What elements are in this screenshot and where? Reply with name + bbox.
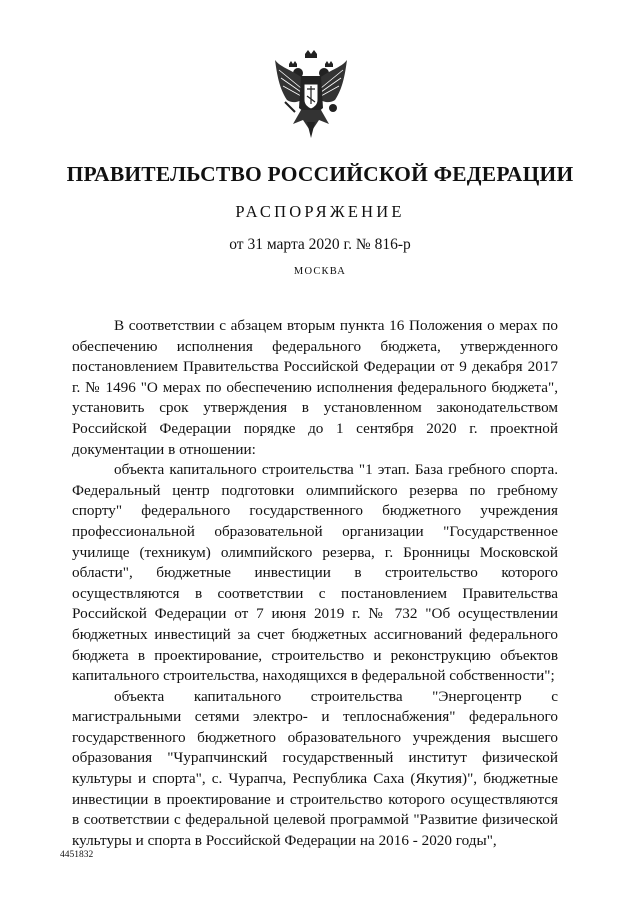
- issuing-authority: ПРАВИТЕЛЬСТВО РОССИЙСКОЙ ФЕДЕРАЦИИ: [66, 162, 574, 186]
- document-type: РАСПОРЯЖЕНИЕ: [235, 202, 405, 221]
- document-code: 4451832: [60, 850, 94, 860]
- body-paragraph-1: В соответствии с абзацем вторым пункта 16 Положения о мерах по обеспечению исполнения федерального бюджета, утвержденного постановлением Правительства Российской Федерации от 9 декабря 2017 г. № 1496 "О мерах по обеспечению исполнения федерального бюджета", установить срок утверждения в установленном законодательством Российской Федерации порядке до 1 сентября 2020 г. проектной документации в отношении:: [72, 317, 558, 458]
- issuing-city: МОСКВА: [293, 266, 347, 277]
- document-date-number: от 31 марта 2020 г. № 816-р: [229, 236, 411, 253]
- coat-of-arms-icon: [271, 48, 351, 140]
- body-paragraph-2: объекта капитального строительства "1 этап. База гребного спорта. Федеральный центр подготовки олимпийского резерва по гребному спорту" федерального государственного бюджетного учреждения профессиональной образовательной организации "Государственное училище (техникум) олимпийского резерва, г. Бронницы Московской области", бюджетные инвестиции в строительство которого осуществляются в соответствии с постановлением Правительства Российской Федерации от 7 июня 2019 г. № 732 "Об осуществлении бюджетных инвестиций за счет бюджетных ассигнований федерального бюджета в проектирование, строительство и реконструкцию объектов капитального строительства, находящихся в федеральной собственности";: [72, 461, 558, 685]
- document-body: [72, 316, 558, 851]
- body-paragraph-3: объекта капитального строительства "Энергоцентр с магистральными сетями электро- и теплоснабжения" федерального государственного бюджетного образовательного учреждения высшего образования "Чурапчинский государственный институт физической культуры и спорта", с. Чурапча, Республика Саха (Якутия)", бюджетные инвестиции в проектирование и строительство которого осуществляются в соответствии с федеральной целевой программой "Развитие физической культуры и спорта в Российской Федерации на 2016 - 2020 годы",: [72, 687, 558, 849]
